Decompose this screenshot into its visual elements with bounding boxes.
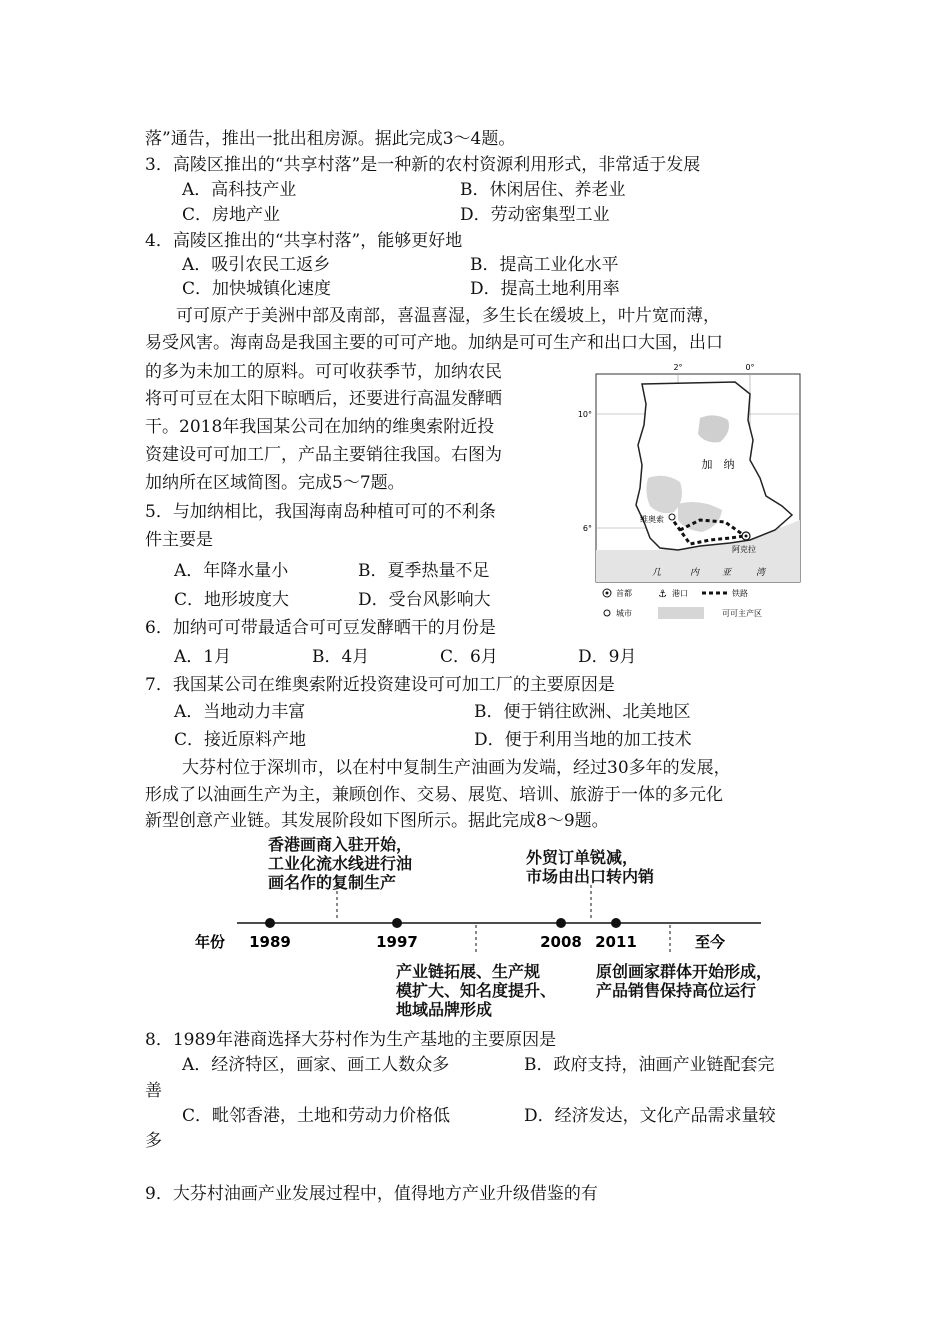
question-3-stem: 3．高陵区推出的“共享村落”是一种新的农村资源利用形式，非常适于发展 xyxy=(145,155,701,175)
q5-option-b: B．夏季热量不足 xyxy=(358,561,490,581)
gulf-label: 湾 xyxy=(756,568,766,578)
passage-text: 落”通告，推出一批出租房源。据此完成3～4题。 xyxy=(145,129,516,149)
timeline-point xyxy=(611,918,621,928)
q8-option-b: B．政府支持，油画产业链配套完 xyxy=(524,1055,775,1075)
passage-line: 新型创意产业链。其发展阶段如下图所示。据此完成8～9题。 xyxy=(145,811,609,831)
ghana-map xyxy=(570,360,810,630)
timeline-note: 工业化流水线进行油 xyxy=(268,854,413,873)
q7-option-b: B．便于销往欧洲、北美地区 xyxy=(474,702,691,722)
q3-option-d: D．劳动密集型工业 xyxy=(460,205,610,225)
latitude-label: 6° xyxy=(582,524,592,533)
passage-line: 大芬村位于深圳市，以在村中复制生产油画为发端，经过30多年的发展， xyxy=(182,758,731,778)
year-label: 2011 xyxy=(595,933,637,951)
gulf-label: 亚 xyxy=(722,568,732,578)
passage-line: 将可可豆在太阳下晾晒后，还要进行高温发酵晒 xyxy=(145,389,502,409)
capital-label: 阿克拉 xyxy=(732,545,756,554)
q7-option-a: A．当地动力丰富 xyxy=(174,702,306,722)
year-label: 至今 xyxy=(695,933,726,951)
longitude-label: 0° xyxy=(745,363,755,372)
timeline-note: 原创画家群体开始形成， xyxy=(596,962,773,981)
q5-option-c: C．地形坡度大 xyxy=(174,590,290,610)
passage-line: 资建设可可加工厂，产品主要销往我国。右图为 xyxy=(145,445,502,465)
question-9-stem: 9．大芬村油画产业发展过程中，值得地方产业升级借鉴的有 xyxy=(145,1184,598,1204)
passage-line: 干。2018年我国某公司在加纳的维奥索附近投 xyxy=(145,417,495,437)
legend-cocoa: 可可主产区 xyxy=(722,609,762,618)
timeline-point xyxy=(265,918,275,928)
gulf-label: 几 xyxy=(652,568,662,578)
legend-rail: 铁路 xyxy=(732,589,748,598)
cocoa-region xyxy=(646,476,682,513)
q4-option-b: B．提高工业化水平 xyxy=(470,255,619,275)
question-5-stem: 件主要是 xyxy=(145,530,213,550)
timeline-point xyxy=(392,918,402,928)
q3-option-a: A．高科技产业 xyxy=(182,180,297,200)
passage-line: 易受风害。海南岛是我国主要的可可产地。加纳是可可生产和出口大国，出口 xyxy=(145,333,723,353)
legend-capital: 首都 xyxy=(616,589,632,598)
q7-option-d: D．便于利用当地的加工技术 xyxy=(474,730,692,750)
q6-option-d: D．9月 xyxy=(578,647,637,667)
timeline-note: 画名作的复制生产 xyxy=(268,873,397,892)
question-4-stem: 4．高陵区推出的“共享村落”，能够更好地 xyxy=(145,231,463,251)
timeline-note: 市场由出口转内销 xyxy=(526,867,655,886)
q8-option-a: A．经济特区，画家、画工人数众多 xyxy=(182,1055,450,1075)
timeline-point xyxy=(556,918,566,928)
passage-line: 形成了以油画生产为主，兼顾创作、交易、展览、培训、旅游于一体的多元化 xyxy=(145,785,723,805)
year-label: 1997 xyxy=(376,933,418,951)
q6-option-c: C．6月 xyxy=(440,647,498,667)
timeline-axis xyxy=(195,885,775,955)
timeline-note: 香港画商入驻开始， xyxy=(268,835,413,854)
question-7-stem: 7．我国某公司在维奥索附近投资建设可可加工厂的主要原因是 xyxy=(145,675,615,695)
question-6-stem: 6．加纳可可带最适合可可豆发酵晒干的月份是 xyxy=(145,618,496,638)
timeline-note: 外贸订单锐减， xyxy=(526,848,639,867)
timeline-note: 地域品牌形成 xyxy=(396,1000,493,1019)
q5-option-d: D．受台风影响大 xyxy=(358,590,491,610)
q6-option-b: B．4月 xyxy=(312,647,370,667)
country-label: 加 纳 xyxy=(701,458,735,471)
q7-option-c: C．接近原料产地 xyxy=(174,730,307,750)
question-5-stem: 5．与加纳相比，我国海南岛种植可可的不利条 xyxy=(145,502,496,522)
q3-option-b: B．休闲居住、养老业 xyxy=(460,180,626,200)
q8-option-d: D．经济发达，文化产品需求量较 xyxy=(524,1106,776,1126)
q4-option-d: D．提高土地利用率 xyxy=(470,279,620,299)
q5-option-a: A．年降水量小 xyxy=(174,561,289,581)
passage-line: 加纳所在区域简图。完成5～7题。 xyxy=(145,473,405,493)
legend-port: 港口 xyxy=(672,589,688,598)
q6-option-a: A．1月 xyxy=(174,647,232,667)
q8-option-c: C．毗邻香港，土地和劳动力价格低 xyxy=(182,1106,451,1126)
q4-option-a: A．吸引农民工返乡 xyxy=(182,255,331,275)
year-label: 1989 xyxy=(249,933,291,951)
timeline-note: 模扩大、知名度提升、 xyxy=(396,981,557,1000)
city-marker xyxy=(669,514,675,520)
q3-option-c: C．房地产业 xyxy=(182,205,281,225)
timeline-note: 产品销售保持高位运行 xyxy=(596,981,757,1000)
passage-line: 可可原产于美洲中部及南部，喜温喜湿，多生长在缓坡上，叶片宽而薄， xyxy=(176,306,720,326)
latitude-label: 10° xyxy=(577,410,592,419)
question-8-stem: 8．1989年港商选择大芬村作为生产基地的主要原因是 xyxy=(145,1030,557,1050)
anchor-icon: ⚓ xyxy=(658,589,667,600)
legend-city: 城市 xyxy=(616,609,632,618)
passage-line: 的多为未加工的原料。可可收获季节，加纳农民 xyxy=(145,362,502,382)
q8-option-d-cont: 多 xyxy=(145,1131,162,1151)
timeline-note: 产业链拓展、生产规 xyxy=(396,962,541,981)
q8-option-b-cont: 善 xyxy=(145,1081,162,1101)
city-label: 维奥索 xyxy=(640,515,664,524)
q4-option-c: C．加快城镇化速度 xyxy=(182,279,332,299)
gulf-label: 内 xyxy=(690,568,700,578)
year-label: 2008 xyxy=(540,933,582,951)
longitude-label: 2° xyxy=(673,363,683,372)
axis-label: 年份 xyxy=(195,933,226,951)
